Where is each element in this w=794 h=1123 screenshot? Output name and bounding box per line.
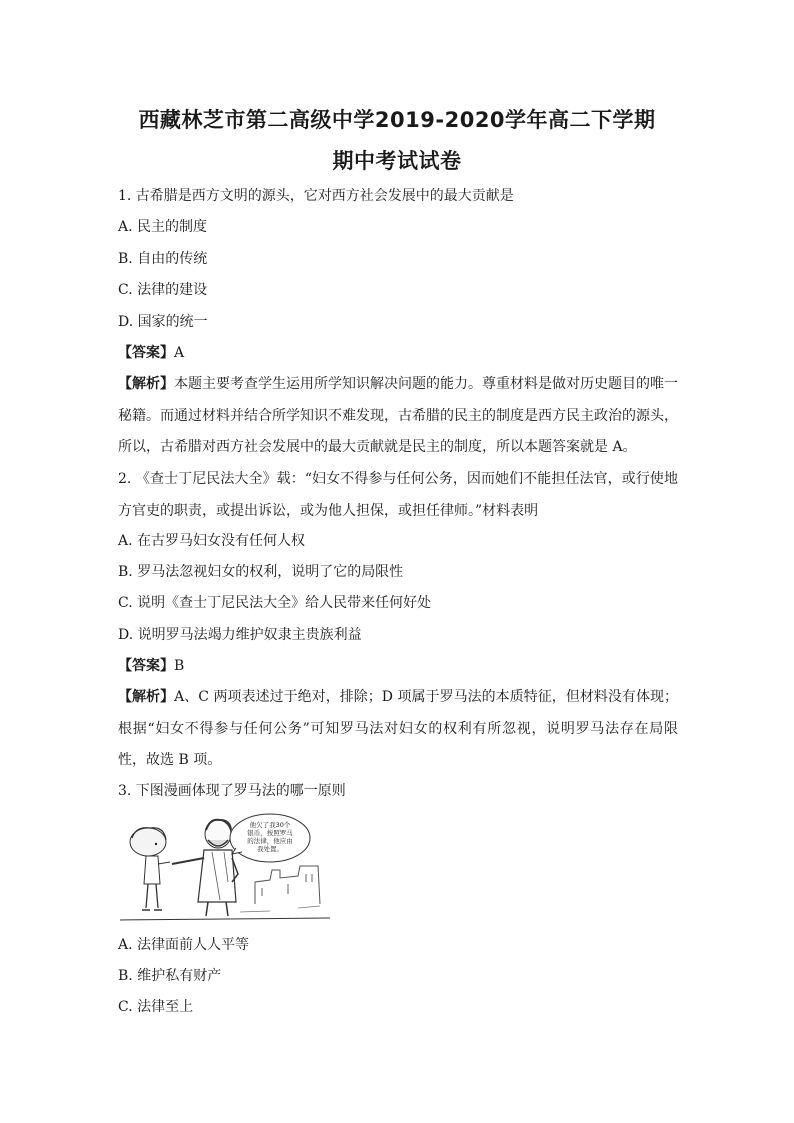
q1-option-d: D. 国家的统一: [118, 314, 208, 330]
q3-option-a: A. 法律面前人人平等: [118, 937, 250, 953]
q2-answer-value: B: [174, 658, 185, 674]
q1-answer: [118, 343, 184, 363]
q1-stem: 1. 古希腊是西方文明的源头，它对西方社会发展中的最大贡献是: [118, 188, 514, 204]
q2-option-c: C. 说明《查士丁尼民法大全》给人民带来任何好处: [118, 595, 432, 611]
q2-stem: 2. 《查士丁尼民法大全》载：“妇女不得参与任何公务，因而她们不能担任法官，或行使地方官吏的职责，或提出诉讼，或为他人担保，或担任律师。”材料表明: [118, 471, 678, 519]
q2-option-a: A. 在古罗马妇女没有任何人权: [118, 533, 306, 549]
q1-option-a: A. 民主的制度: [118, 219, 208, 235]
q1-option-b: B. 自由的传统: [118, 251, 208, 267]
bubble-line-1: 他欠了我30个: [249, 821, 291, 829]
q1-option-c: C. 法律的建设: [118, 282, 208, 298]
q1-analysis-text: 本题主要考查学生运用所学知识解决问题的能力。尊重材料是做对历史题目的唯一秘籍。而通过材料并结合所学知识不难发现，古希腊的民主的制度是西方民主政治的源头，所以，古希腊对西方社会发展中的最大贡献就是民主的制度，所以本题答案就是 A。: [118, 376, 678, 455]
exam-title: 西藏林芝市第二高级中学2019-2020学年高二下学期: [138, 108, 656, 132]
q2-option-d: D. 说明罗马法竭力维护奴隶主贵族利益: [118, 627, 362, 643]
q2-answer: [118, 656, 184, 676]
exam-subtitle: 期中考试试卷: [332, 149, 462, 173]
q2-analysis-text: A、C 两项表述过于绝对，排除；D 项属于罗马法的本质特征，但材料没有体现；根据“妇女不得参与任何公务”可知罗马法对妇女的权利有所忽视，说明罗马法存在局限性，故选 B 项。: [118, 689, 679, 768]
bubble-line-3: 的法律，他应由: [247, 837, 293, 845]
q2-answer-label: 【答案】: [118, 658, 174, 674]
q2-analysis: [118, 682, 678, 777]
bubble-line-4: 我处置。: [257, 845, 283, 853]
q3-option-b: B. 维护私有财产: [118, 968, 222, 984]
q3-option-c: C. 法律至上: [118, 999, 194, 1015]
q1-answer-value: A: [174, 345, 185, 361]
q1-analysis: [118, 369, 678, 464]
bubble-line-2: 银币，按照罗马: [247, 829, 293, 837]
q2-analysis-label: 【解析】: [118, 689, 175, 705]
roman-law-cartoon: [120, 812, 330, 928]
q3-stem: 3. 下图漫画体现了罗马法的哪一原则: [118, 783, 346, 799]
q1-answer-label: 【答案】: [118, 345, 174, 361]
q1-analysis-label: 【解析】: [118, 376, 174, 392]
q2-option-b: B. 罗马法忽视妇女的权利，说明了它的局限性: [118, 564, 404, 580]
